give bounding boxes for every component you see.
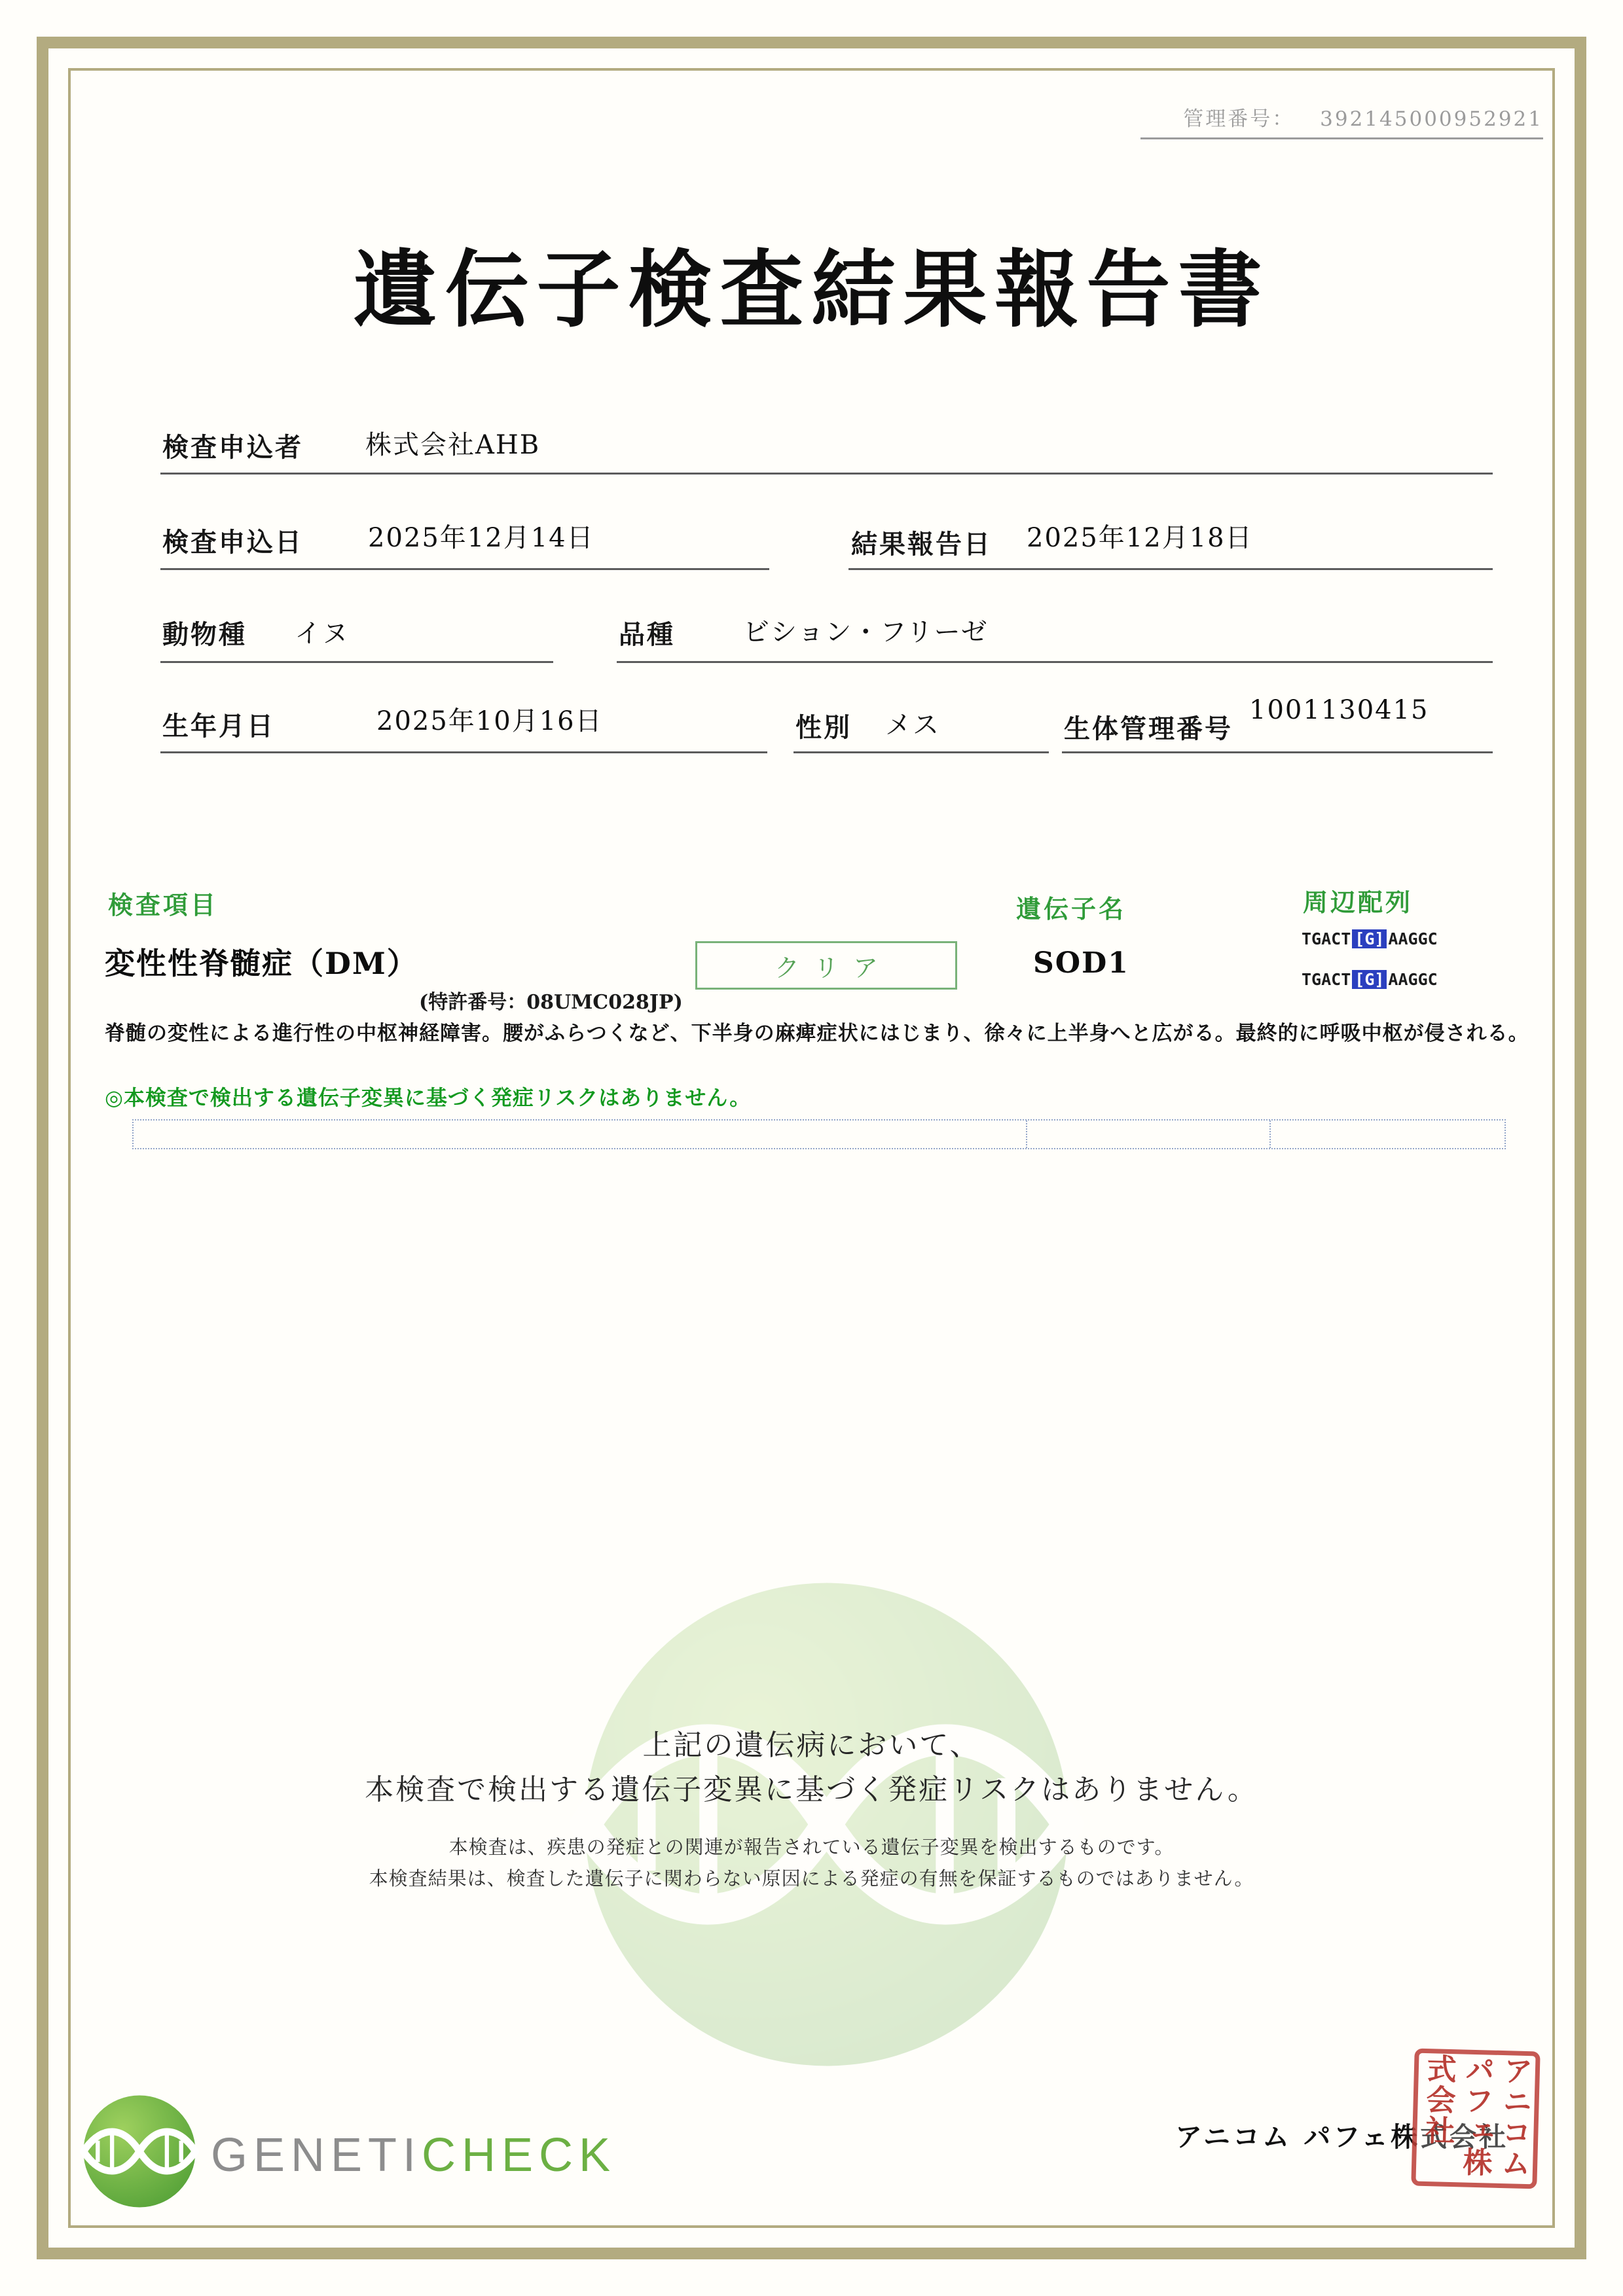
gene-name: SOD1 [1033, 946, 1129, 980]
risk-note: ◎本検査で検出する遺伝子変異に基づく発症リスクはありません。 [105, 1085, 752, 1110]
applicant-underline [160, 473, 1493, 475]
sequence-1-allele: [G] [1352, 929, 1387, 948]
breed-label: 品種 [619, 619, 675, 650]
sequence-header: 周辺配列 [1303, 888, 1413, 917]
company-seal [1411, 2049, 1540, 2189]
empty-result-row [132, 1119, 1506, 1149]
management-number-underline [1140, 137, 1543, 139]
applicant-label: 検査申込者 [162, 432, 303, 463]
apply-date-underline [160, 568, 769, 570]
empty-cell-sequence [1271, 1121, 1504, 1148]
summary-note-2: 本検査結果は、検査した遺伝子に関わらない原因による発症の有無を保証するものではありません。 [369, 1867, 1254, 1890]
sequence-line-1 [1302, 929, 1438, 948]
apply-date-label: 検査申込日 [162, 527, 303, 558]
sequence-2-allele: [G] [1352, 970, 1387, 989]
brand-text-geneti: GENETI [211, 2129, 422, 2181]
empty-cell-item [134, 1121, 1027, 1148]
bio-id-value: 1001130415 [1249, 695, 1429, 725]
empty-cell-gene [1027, 1121, 1271, 1148]
report-title: 遺伝子検査結果報告書 [353, 241, 1270, 339]
apply-date-value: 2025年12月14日 [368, 523, 594, 553]
report-date-label: 結果報告日 [851, 529, 992, 560]
applicant-value: 株式会社AHB [365, 430, 541, 460]
species-underline [160, 661, 553, 663]
sequence-1-prefix: TGACT [1302, 929, 1351, 948]
report-date-value: 2025年12月18日 [1027, 523, 1253, 553]
sequence-2-prefix: TGACT [1302, 970, 1351, 989]
bio-id-label: 生体管理番号 [1064, 713, 1233, 744]
summary-line-2: 本検査で検出する遺伝子変異に基づく発症リスクはありません。 [365, 1773, 1258, 1806]
summary-note-1: 本検査は、疾患の発症との関連が報告されている遺伝子変異を検出するものです。 [448, 1836, 1175, 1858]
company-name: アニコム パフェ株式会社 [1175, 2121, 1509, 2153]
breed-value: ビション・フリーゼ [743, 617, 989, 647]
birth-date-underline [160, 751, 767, 753]
disease-name: 変性性脊髄症（DM） [105, 946, 418, 981]
birth-date-label: 生年月日 [162, 711, 275, 742]
breed-underline [617, 661, 1493, 663]
sex-label: 性別 [795, 712, 852, 743]
management-number-label: 管理番号： [1183, 107, 1295, 131]
geneticheck-logo-icon [80, 2092, 199, 2211]
result-value: クリア [774, 953, 892, 982]
company-seal-text: アニコムパフェ株式会社 [1419, 2053, 1534, 2179]
sequence-1-suffix: AAGGC [1388, 929, 1438, 948]
sequence-line-2 [1302, 970, 1438, 989]
report-date-underline [848, 568, 1493, 570]
bio-id-underline [1062, 751, 1493, 753]
watermark-logo [570, 1568, 1084, 2081]
geneticheck-wordmark [211, 2128, 616, 2182]
management-number-value: 392145000952921 [1320, 107, 1543, 131]
disease-description: 脊髄の変性による進行性の中枢神経障害。腰がふらつくなど、下半身の麻痺症状にはじまり、徐々に上半身へと広がる。最終的に呼吸中枢が侵される。 [105, 1022, 1529, 1045]
species-value: イヌ [295, 619, 350, 649]
sex-underline [793, 751, 1049, 753]
sequence-2-suffix: AAGGC [1388, 970, 1438, 989]
patent-number: (特許番号：08UMC028JP) [419, 991, 683, 1014]
brand-text-check: CHECK [422, 2129, 617, 2181]
species-label: 動物種 [162, 619, 247, 650]
result-box [695, 941, 957, 990]
summary-line-1: 上記の遺伝病において、 [642, 1729, 981, 1762]
birth-date-value: 2025年10月16日 [376, 706, 603, 736]
management-number-row [1183, 102, 1543, 132]
test-item-header: 検査項目 [108, 890, 219, 920]
gene-name-header: 遺伝子名 [1016, 894, 1127, 924]
sex-value: メス [885, 710, 940, 740]
